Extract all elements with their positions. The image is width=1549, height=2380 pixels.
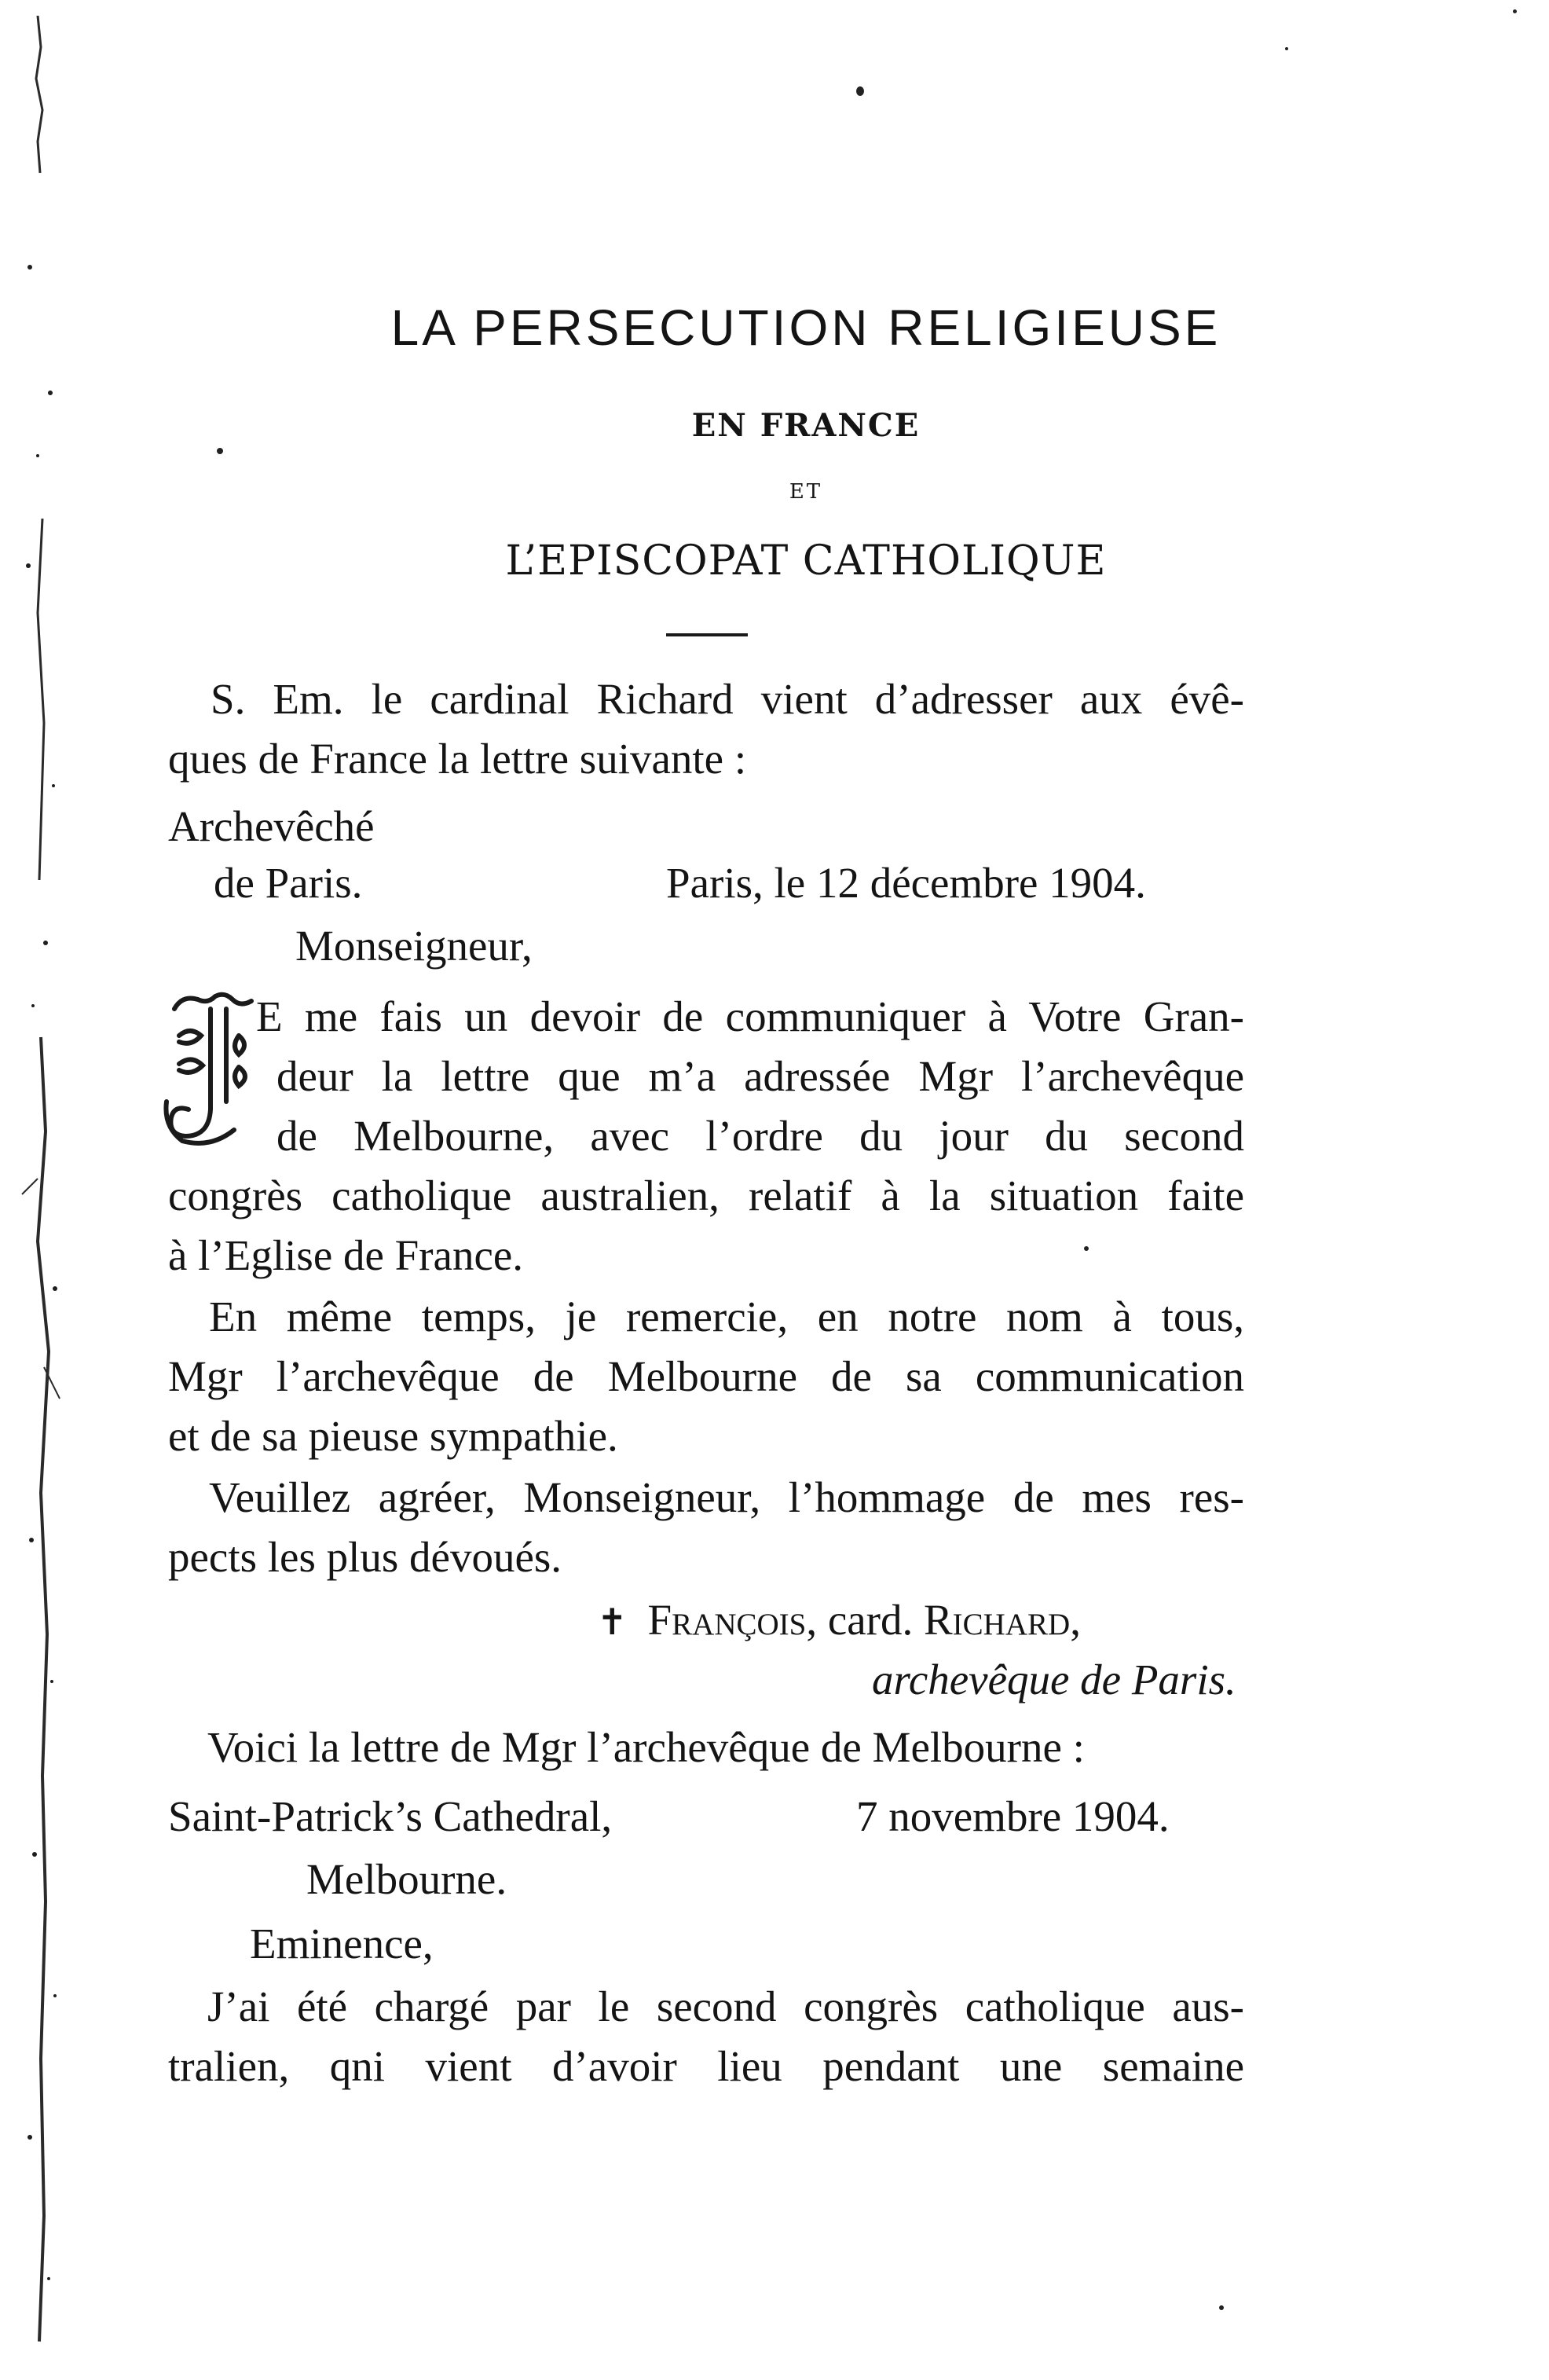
letter1-sender-line-1: Archevêché xyxy=(168,802,375,850)
article-title: LA PERSECUTION RELIGIEUSE xyxy=(390,299,1221,356)
letter1-salutation: Monseigneur, xyxy=(295,922,533,970)
letter1-date: Paris, le 12 décembre 1904. xyxy=(666,859,1146,907)
letter1-p3-line-2: pects les plus dévoués. xyxy=(168,1533,562,1581)
intro-line-1: S. Em. le cardinal Richard vient d’adresser aux évê- xyxy=(211,675,1244,723)
letter1-signature-title xyxy=(872,1655,1236,1705)
scan-speck xyxy=(1084,1246,1089,1251)
scan-speck xyxy=(856,86,864,96)
article-connector-et: ET xyxy=(789,480,823,504)
article-subtitle-episcopat: L’EPISCOPAT CATHOLIQUE xyxy=(505,537,1107,585)
transition-line: Voici la lettre de Mgr l’archevêque de Melbourne : xyxy=(207,1723,1085,1771)
letter2-p1-line-2: tralien, qni vient d’avoir lieu pendant une semaine xyxy=(168,2042,1244,2090)
signature-end: , xyxy=(1070,1596,1081,1644)
scan-noise-graphic xyxy=(14,16,61,2357)
letter2-salutation: Eminence, xyxy=(250,1920,434,1967)
letter2-date: 7 novembre 1904. xyxy=(856,1792,1170,1840)
letter1-p3-line-1: Veuillez agréer, Monseigneur, l’hommage de mes res- xyxy=(209,1473,1244,1521)
signature-first-name: François xyxy=(647,1596,807,1644)
scan-speck xyxy=(1219,2305,1224,2310)
signature-cross: ✝ xyxy=(597,1602,628,1642)
letter1-p1-line-3: de Melbourne, avec l’ordre du jour du second xyxy=(276,1112,1244,1160)
article-subtitle-en-france: EN FRANCE xyxy=(691,407,921,444)
dropcap-j-icon xyxy=(163,992,262,1149)
signature-title: archevêque de Paris. xyxy=(872,1656,1236,1703)
signature-last-name: Richard xyxy=(923,1596,1071,1644)
ornamental-dropcap xyxy=(163,992,262,1149)
letter1-p1-line-4: congrès catholique australien, relatif à la situation faite xyxy=(168,1172,1244,1219)
intro-line-2: ques de France la lettre suivante : xyxy=(168,735,747,783)
letter2-p1-line-1: J’ai été chargé par le second congrès catholique aus- xyxy=(207,1982,1244,2030)
signature-middle: , card. xyxy=(806,1596,924,1644)
letter1-p1-line-5: à l’Eglise de France. xyxy=(168,1231,524,1279)
scan-gutter-noise xyxy=(14,16,61,2357)
scan-speck xyxy=(1285,47,1288,50)
scan-speck xyxy=(1513,9,1517,13)
heading-rule xyxy=(666,633,748,636)
letter2-sender-line-1: Saint-Patrick’s Cathedral, xyxy=(168,1792,613,1840)
letter1-p2-line-2: Mgr l’archevêque de Melbourne de sa communication xyxy=(168,1352,1244,1400)
letter1-p1-line-1: E me fais un devoir de communiquer à Votre Gran- xyxy=(256,992,1244,1040)
letter1-p1-line-2: deur la lettre que m’a adressée Mgr l’archevêque xyxy=(276,1052,1244,1100)
letter1-sender-line-2: de Paris. xyxy=(214,859,363,907)
letter1-p2-line-1: En même temps, je remercie, en notre nom à tous, xyxy=(209,1293,1244,1340)
letter2-sender-line-2: Melbourne. xyxy=(306,1855,507,1903)
letter1-p2-line-3: et de sa pieuse sympathie. xyxy=(168,1412,618,1460)
letter1-signature xyxy=(597,1595,1081,1648)
